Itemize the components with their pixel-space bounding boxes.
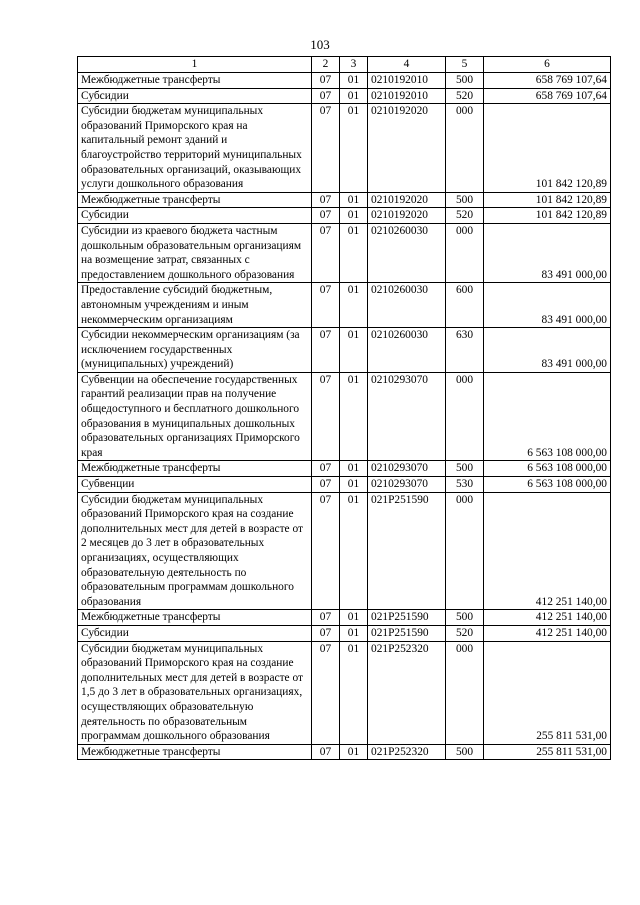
- row-subsection: 01: [340, 641, 368, 744]
- row-amount: 6 563 108 000,00: [484, 477, 611, 493]
- row-target-article: 0210260030: [368, 328, 446, 373]
- table-row: [78, 223, 611, 282]
- row-amount: 658 769 107,64: [484, 73, 611, 89]
- row-section: 07: [312, 208, 340, 224]
- row-expense-type: 000: [446, 641, 484, 744]
- row-amount: 101 842 120,89: [484, 192, 611, 208]
- row-amount: 412 251 140,00: [484, 625, 611, 641]
- row-amount: 83 491 000,00: [484, 328, 611, 373]
- row-expense-type: 600: [446, 283, 484, 328]
- header-cell-name: 1: [78, 57, 312, 73]
- row-expense-type: 000: [446, 223, 484, 282]
- row-section: 07: [312, 73, 340, 89]
- row-amount: 412 251 140,00: [484, 610, 611, 626]
- header-cell-section: 2: [312, 57, 340, 73]
- row-subsection: 01: [340, 461, 368, 477]
- table-row: [78, 328, 611, 373]
- row-target-article: 021P251590: [368, 610, 446, 626]
- row-expense-type: 000: [446, 492, 484, 610]
- row-name: Субсидии бюджетам муниципальных образований Приморского края на создание дополнительных мест для детей в возрасте от 2 месяцев до 3 лет в образовательных организациях, осуществляющих образовательную деятельность по образовательным программам дошкольного образования: [78, 492, 312, 610]
- row-target-article: 0210192010: [368, 88, 446, 104]
- row-subsection: 01: [340, 625, 368, 641]
- row-amount: 101 842 120,89: [484, 208, 611, 224]
- row-section: 07: [312, 625, 340, 641]
- row-subsection: 01: [340, 283, 368, 328]
- row-amount: 412 251 140,00: [484, 492, 611, 610]
- row-subsection: 01: [340, 328, 368, 373]
- row-target-article: 021P251590: [368, 492, 446, 610]
- row-name: Межбюджетные трансферты: [78, 744, 312, 760]
- row-target-article: 0210293070: [368, 372, 446, 461]
- table-row: [78, 192, 611, 208]
- header-cell-amount: 6: [484, 57, 611, 73]
- row-name: Субвенции на обеспечение государственных гарантий реализации прав на получение общедоступного и бесплатного дошкольного образования в муниципальных дошкольных образовательных организациях Приморского края: [78, 372, 312, 461]
- row-section: 07: [312, 88, 340, 104]
- page-number: 103: [310, 37, 330, 52]
- table-row: [78, 208, 611, 224]
- row-amount: 6 563 108 000,00: [484, 372, 611, 461]
- row-target-article: 0210293070: [368, 477, 446, 493]
- row-name: Межбюджетные трансферты: [78, 73, 312, 89]
- table-row: [78, 104, 611, 193]
- row-section: 07: [312, 223, 340, 282]
- header-cell-expense-type: 5: [446, 57, 484, 73]
- table-row: [78, 625, 611, 641]
- header-cell-target-article: 4: [368, 57, 446, 73]
- row-expense-type: 500: [446, 744, 484, 760]
- row-expense-type: 630: [446, 328, 484, 373]
- row-name: Предоставление субсидий бюджетным, автономным учреждениям и иным некоммерческим организациям: [78, 283, 312, 328]
- row-section: 07: [312, 283, 340, 328]
- row-amount: 255 811 531,00: [484, 641, 611, 744]
- row-subsection: 01: [340, 223, 368, 282]
- row-target-article: 0210260030: [368, 283, 446, 328]
- table-row: [78, 477, 611, 493]
- row-subsection: 01: [340, 477, 368, 493]
- row-section: 07: [312, 477, 340, 493]
- row-section: 07: [312, 328, 340, 373]
- row-amount: 658 769 107,64: [484, 88, 611, 104]
- row-name: Субсидии: [78, 208, 312, 224]
- row-name: Субсидии бюджетам муниципальных образований Приморского края на капитальный ремонт зданий и благоустройство территорий муниципальных образовательных организаций, оказывающих услуги дошкольного образования: [78, 104, 312, 193]
- row-section: 07: [312, 192, 340, 208]
- row-name: Субсидии: [78, 88, 312, 104]
- row-subsection: 01: [340, 192, 368, 208]
- row-target-article: 021P252320: [368, 744, 446, 760]
- row-name: Субсидии бюджетам муниципальных образований Приморского края на создание дополнительных мест для детей в возрасте от 1,5 до 3 лет в образовательных организациях, осуществляющих образовательную деятельность по образовательным программам дошкольного образования: [78, 641, 312, 744]
- table-row: [78, 372, 611, 461]
- header-cell-subsection: 3: [340, 57, 368, 73]
- row-subsection: 01: [340, 492, 368, 610]
- row-target-article: 0210192020: [368, 208, 446, 224]
- table-row: [78, 461, 611, 477]
- row-expense-type: 520: [446, 88, 484, 104]
- budget-table: [77, 56, 611, 760]
- table-row: [78, 283, 611, 328]
- row-subsection: 01: [340, 88, 368, 104]
- row-target-article: 0210192020: [368, 192, 446, 208]
- row-expense-type: 500: [446, 192, 484, 208]
- header-row: [78, 57, 611, 73]
- row-expense-type: 000: [446, 104, 484, 193]
- row-subsection: 01: [340, 744, 368, 760]
- table-row: [78, 492, 611, 610]
- row-expense-type: 000: [446, 372, 484, 461]
- row-name: Межбюджетные трансферты: [78, 461, 312, 477]
- row-subsection: 01: [340, 104, 368, 193]
- row-section: 07: [312, 372, 340, 461]
- row-name: Субсидии из краевого бюджета частным дошкольным образовательным организациям на возмещение затрат, связанных с предоставлением дошкольного образования: [78, 223, 312, 282]
- row-amount: 101 842 120,89: [484, 104, 611, 193]
- row-expense-type: 520: [446, 625, 484, 641]
- table-row: [78, 610, 611, 626]
- row-subsection: 01: [340, 208, 368, 224]
- row-name: Субвенции: [78, 477, 312, 493]
- row-section: 07: [312, 492, 340, 610]
- table-row: [78, 744, 611, 760]
- row-expense-type: 530: [446, 477, 484, 493]
- row-section: 07: [312, 461, 340, 477]
- row-amount: 6 563 108 000,00: [484, 461, 611, 477]
- row-expense-type: 500: [446, 73, 484, 89]
- row-amount: 83 491 000,00: [484, 283, 611, 328]
- row-target-article: 0210192010: [368, 73, 446, 89]
- row-subsection: 01: [340, 372, 368, 461]
- table-row: [78, 641, 611, 744]
- row-amount: 83 491 000,00: [484, 223, 611, 282]
- row-name: Субсидии: [78, 625, 312, 641]
- row-subsection: 01: [340, 73, 368, 89]
- row-amount: 255 811 531,00: [484, 744, 611, 760]
- row-section: 07: [312, 104, 340, 193]
- row-name: Межбюджетные трансферты: [78, 610, 312, 626]
- row-expense-type: 500: [446, 461, 484, 477]
- row-expense-type: 500: [446, 610, 484, 626]
- row-target-article: 0210192020: [368, 104, 446, 193]
- row-expense-type: 520: [446, 208, 484, 224]
- row-section: 07: [312, 610, 340, 626]
- table-row: [78, 73, 611, 89]
- row-section: 07: [312, 744, 340, 760]
- table-row: [78, 88, 611, 104]
- row-name: Субсидии некоммерческим организациям (за исключением государственных (муниципальных) учреждений): [78, 328, 312, 373]
- row-name: Межбюджетные трансферты: [78, 192, 312, 208]
- row-target-article: 021P251590: [368, 625, 446, 641]
- row-target-article: 0210260030: [368, 223, 446, 282]
- row-subsection: 01: [340, 610, 368, 626]
- row-target-article: 021P252320: [368, 641, 446, 744]
- row-section: 07: [312, 641, 340, 744]
- row-target-article: 0210293070: [368, 461, 446, 477]
